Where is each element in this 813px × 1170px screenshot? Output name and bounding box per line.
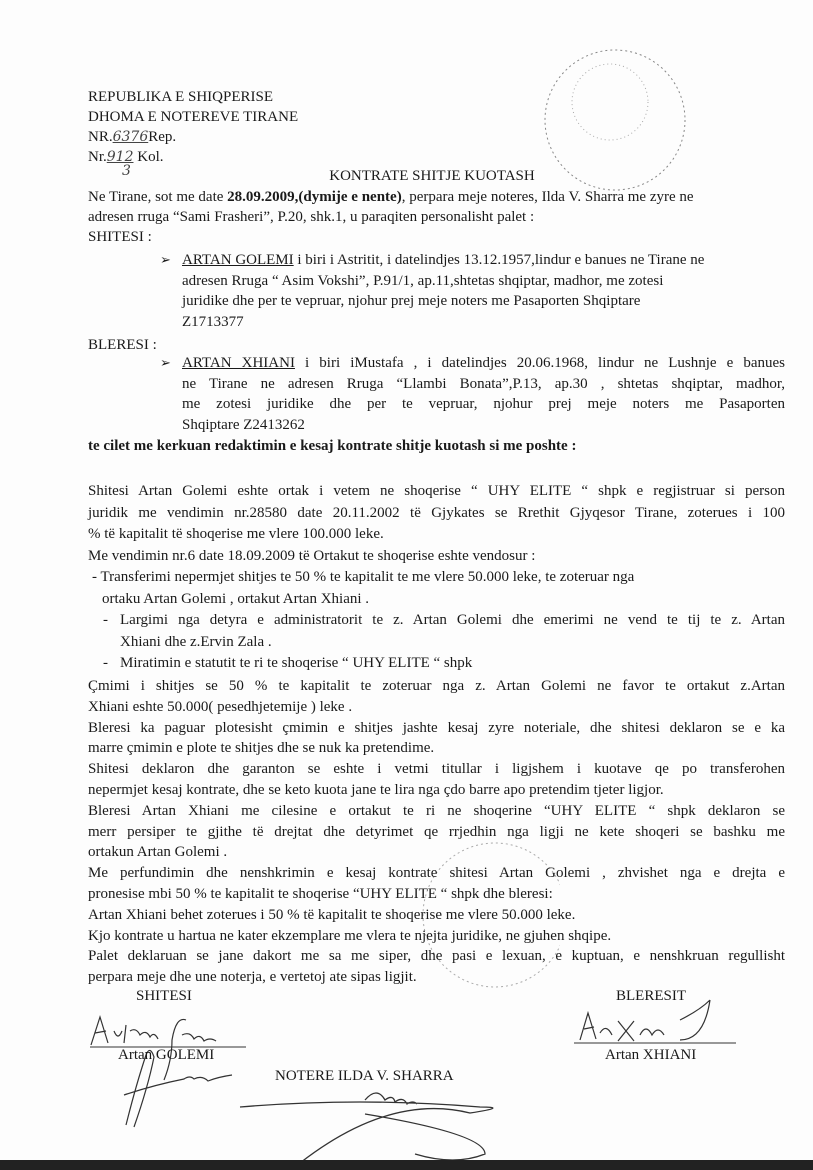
body-line: Palet deklaruan se jane dakort me sa me siper, dhe pasi e lexuan, e kuptuan, e nenshkruan regullisht [88,948,785,965]
intro-text: , perpara meje noteres, Ilda V. Sharra me zyre ne [401,189,694,205]
request-statement: te cilet me kerkuan redaktimin e kesaj kontrate shitje kuotash si me poshte : [88,438,577,454]
seller-line: adresen Rruga “ Asim Vokshi”, P.91/1, ap.11,shtetas shqiptar, madhor, me zotesi [182,272,664,289]
decision-text: Largimi nga detyra e administratorit te z. Artan Golemi dhe emerimi ne vend te tij te z. Artan [120,612,785,628]
body-line: Me perfundimin dhe nenshkrimin e kesaj kontrate shitesi Artan Golemi , zhvishet nga e drejta e [88,865,785,882]
header-kol-number [88,147,298,179]
body-line: ortakun Artan Golemi . [88,844,228,861]
buyer-line [160,353,785,374]
body-line: % të kapitalit të shoqerise me vlere 100.000 leke. [88,526,384,542]
body-line: Xhiani eshte 50.000( pesedhjetemije ) leke . [88,698,353,715]
kol-suffix: Kol. [137,149,164,165]
buyer-name: ARTAN XHIANI [182,355,295,371]
body-line: merr persiper te gjithe të drejtat dhe detyrimet qe rrjedhin nga ligji ne kete shoqeri se bashku me [88,823,785,840]
body-line: ortaku Artan Golemi , ortakut Artan Xhiani . [102,590,370,607]
body-line: Me vendimin nr.6 date 18.09.2009 të Ortakut te shoqerise eshte vendosur : [88,547,536,564]
body-line: Kjo kontrate u hartua ne kater ekzemplare me vlera te njejta juridike, ne gjuhen shqipe. [88,927,612,944]
body-line: pronesise mbi 50 % te kapitalit te shoqerise “UHY ELITE “ shpk dhe bleresi: [88,885,553,902]
header-rep-number [88,127,298,147]
seller-passport: Z1713377 [182,314,244,331]
buyer-text: i biri iMustafa , i datelindjes 20.06.1968, lindur ne Lushnje e banues [294,355,785,371]
kol-sub-handwritten: 3 [122,163,131,179]
notary-name: NOTERE ILDA V. SHARRA [275,1068,454,1084]
document-title: KONTRATE SHITJE KUOTASH [329,168,535,184]
intro-text: Ne Tirane, sot me date [88,189,228,205]
buyer-signature-label: BLERESIT [616,988,686,1004]
kol-prefix: Nr. [88,149,107,165]
intro-line: adresen rruga “Sami Frasheri”, P.20, shk.1, u paraqiten personalisht palet : [88,209,535,225]
intro-line [88,187,694,207]
nr-suffix: Rep. [148,129,177,145]
notary-signature [235,1080,535,1165]
header-republic: REPUBLIKA E SHIQPERISE [88,89,274,105]
body-line: Xhiani dhe z.Ervin Zala . [120,633,272,650]
rep-number-handwritten: 6376 [112,129,149,145]
seller-text: i biri i Astritit, i datelindjes 13.12.1957,lindur e banues ne Tirane ne [293,252,705,268]
body-line: marre çmimin e plote te shitjes dhe se nuk ka pretendime. [88,740,435,757]
arrow-bullet-icon: ➢ [160,355,171,370]
nr-prefix: NR. [88,129,113,145]
header-chamber: DHOMA E NOTEREVE TIRANE [88,109,299,125]
contract-body-decisions [88,481,785,675]
seller-details [160,250,785,333]
body-line: nepermjet kesaj kontrate, dhe se keto kuota jane te lira nga çdo barre apo pretendim tjeter ligjor. [88,781,664,798]
seller-label: SHITESI : [88,229,152,245]
buyer-line: ne Tirane ne adresen Rruga “Llambi Bonata”,P.13, ap.30 , shtetas shqiptar, madhor, [182,375,785,392]
buyer-details [160,353,785,436]
body-line: juridik me vendimin nr.28580 date 20.11.2002 të Gjykates se Rrethit Gjyqesor Tirane, zoterues i 100 [88,504,785,521]
seller-line: juridike dhe per te vepruar, njohur prej meje noters me Pasaporten Shqiptare [182,293,641,310]
body-line: Bleresi Artan Xhiani me cilesine e ortakut te ri ne shoqerine “UHY ELITE “ shpk deklaron se [88,802,785,819]
dash-bullet: - [103,612,108,628]
seller-printed-name: Artan GOLEMI [118,1047,215,1063]
decision-item [88,653,785,675]
body-line: Çmimi i shitjes se 50 % te kapitalit te zoteruar nga z. Artan Golemi ne favor te ortakut z.Artan [88,678,785,694]
decision-text: Miratimin e statutit te ri te shoqerise “ UHY ELITE “ shpk [120,655,473,671]
contract-body-terms [88,676,785,988]
intro [88,187,694,247]
body-line: Shitesi Artan Golemi eshte ortak i vetem ne shoqerise “ UHY ELITE “ shpk e regjistruar si person [88,483,785,499]
body-line: Shitesi deklaron dhe garanton se eshte i vetmi titullar i ligjshem i kuotave qe po transferohen [88,761,785,778]
buyer-label: BLERESI : [88,337,157,353]
seller-name: ARTAN GOLEMI [182,252,294,268]
arrow-bullet-icon: ➢ [160,252,171,267]
buyer-passport: Shqiptare Z2413262 [182,417,305,434]
scan-edge [0,1160,813,1170]
seller-line [160,250,785,271]
buyer-printed-name: Artan XHIANI [605,1047,697,1063]
body-line: Bleresi ka paguar plotesisht çmimin e shitjes jashte kesaj zyre noteriale, dhe shitesi deklaron se e ka [88,719,785,736]
decision-item [88,610,785,632]
buyer-line: me zotesi juridike dhe per te vepruar, njohur prej meje noters me Pasaporten [182,396,785,413]
kol-number-handwritten: 912 [106,149,134,165]
body-line: perpara meje dhe une noterja, e vertetoj ate sipas ligjit. [88,969,417,986]
body-line: Artan Xhiani behet zoterues i 50 % të kapitalit te shoqerise me vlere 50.000 leke. [88,906,576,923]
body-line: - Transferimi nepermjet shitjes te 50 % te kapitalit te me vlere 50.000 leke, te zoteruar nga [92,569,635,585]
seller-signature-label: SHITESI [136,988,192,1004]
contract-date: 28.09.2009,(dymije e nente) [227,189,402,205]
dash-bullet: - [103,655,108,671]
office-header [88,87,299,179]
